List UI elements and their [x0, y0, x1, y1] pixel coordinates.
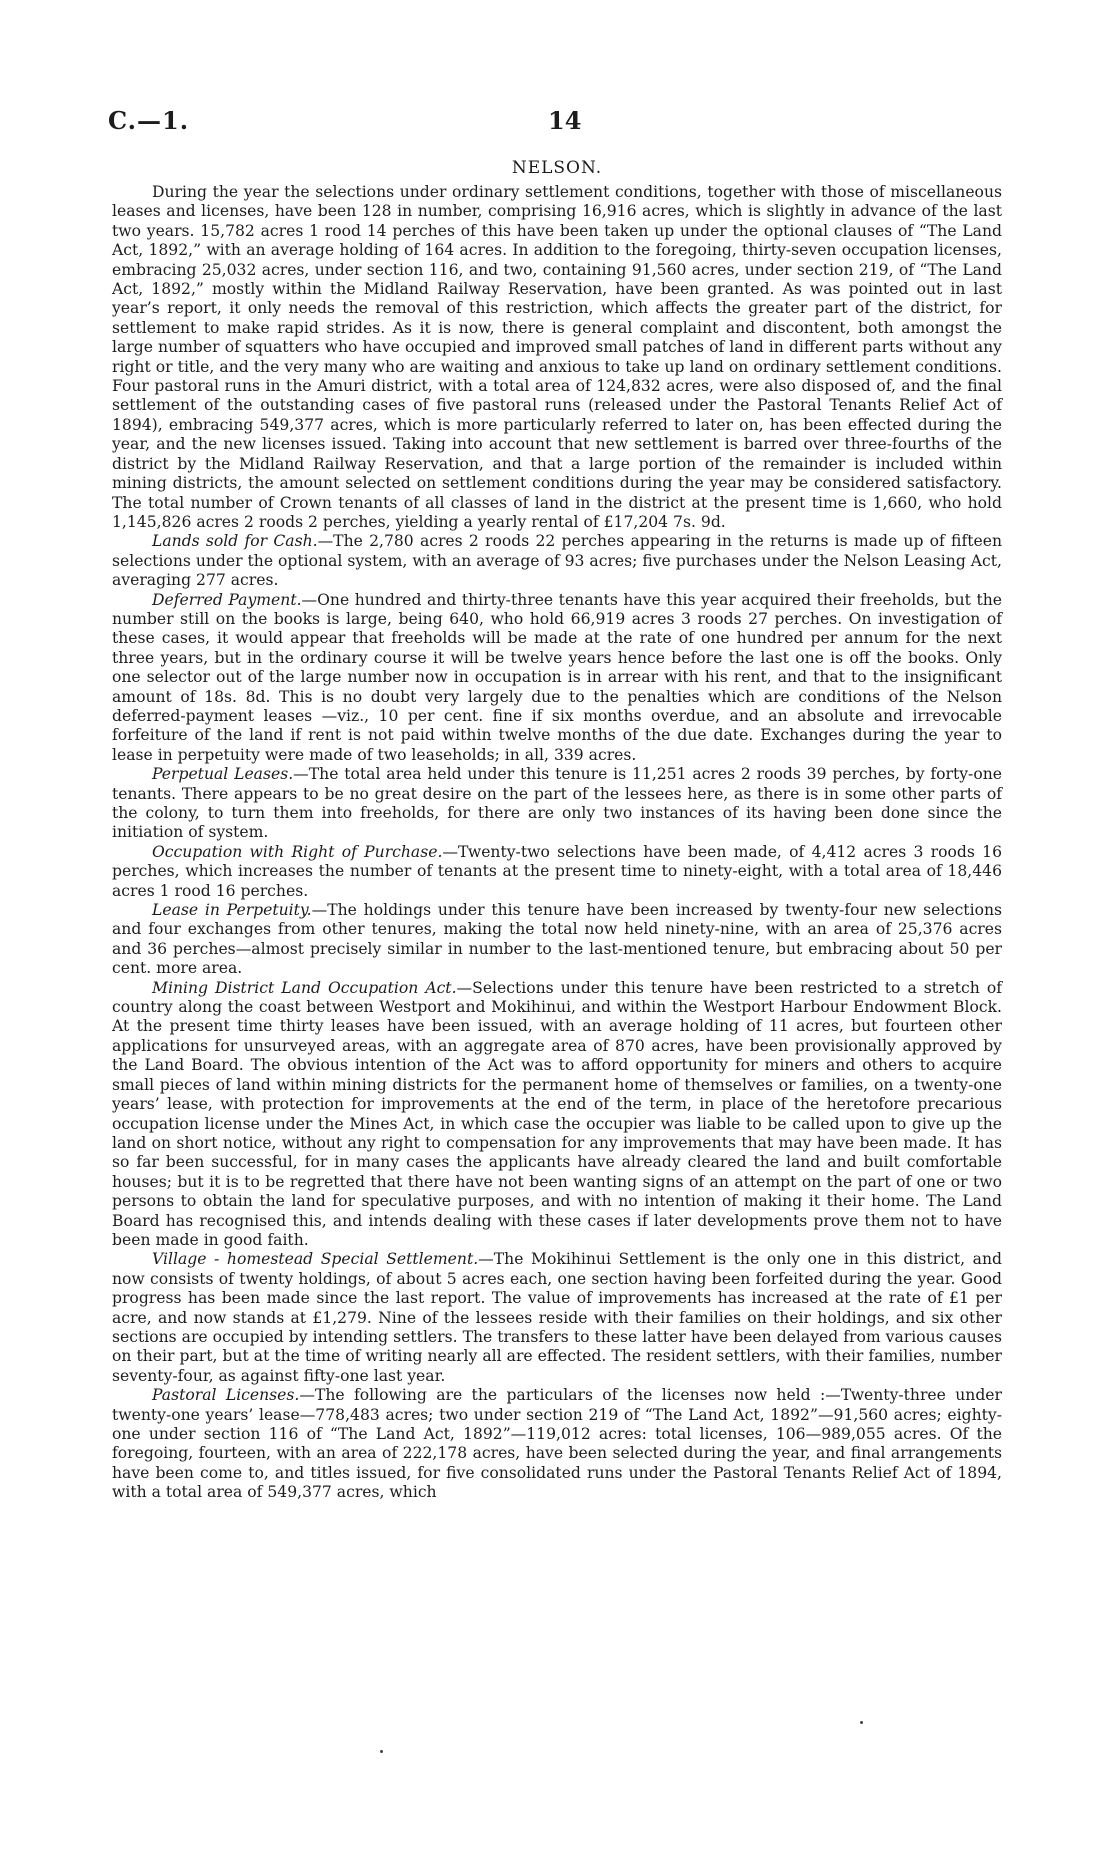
paragraph-heading: Mining District Land Occupation Act. [152, 978, 457, 997]
paragraph-lands-sold-for-cash [112, 532, 1002, 590]
paragraph-text: —One hundred and thirty-three tenants have this year acquired their freeholds, but the number still on the books is large, being 640, who hold 66,919 acres 3 roods 27 perches. On investigation of these cases, it would appear that freeholds will be made at the rate of one hundred per annum for the next three years, but in the ordinary course it will be twelve years hence before the last one is off the books. Only one selector out of the large number now in occupation is in arrear with his rent, and that to the insignificant amount of 18s. 8d. This is no doubt very largely due to the penalties which are conditions of the Nelson deferred-payment leases —viz., 10 per cent. fine if six months overdue, and an absolute and irrevocable forfeiture of the land if rent is not paid within twelve months of the due date. Exchanges during the year to lease in perpetuity were made of two leaseholds; in all, 339 acres. [112, 590, 1002, 764]
paragraph-heading: Village - homestead Special Settlement. [152, 1250, 479, 1269]
paragraph-text: During the year the selections under ordinary settlement conditions, together with those of miscellaneous leases and licenses, have been 128 in number, comprising 16,916 acres, which is slightly in advance of the last two years. 15,782 acres 1 rood 14 perches of this have been taken up under the optional clauses of “The Land Act, 1892,” with an average holding of 164 acres. In addition to the foregoing, thirty-seven occupation licenses, embracing 25,032 acres, under section 116, and two, containing 91,560 acres, under section 219, of “The Land Act, 1892,” mostly within the Midland Railway Reservation, have been granted. As was pointed out in last year’s report, it only needs the removal of this restriction, which affects the greater part of the district, for settlement to make rapid strides. As it is now, there is general complaint and discontent, both amongst the large number of squatters who have occupied and improved small patches of land in different parts without any right or title, and the very many who are waiting and anxious to take up land on ordinary settlement conditions. Four pastoral runs in the Amuri district, with a total area of 124,832 acres, were also disposed of, and the final settlement of the outstanding cases of five pastoral runs (released under the Pastoral Tenants Relief Act of 1894), embracing 549,377 acres, which is more particularly referred to later on, has been effected during the year, and the new licenses issued. Taking into account that new settlement is barred over three-fourths of the district by the Midland Railway Reservation, and that a large portion of the remainder is included within mining districts, the amount selected on settlement conditions during the year may be considered satisfactory. The total number of Crown tenants of all classes of land in the district at the present time is 1,660, who hold 1,145,826 acres 2 roods 2 perches, yielding a yearly rental of £17,204 7s. 9d. [112, 183, 1002, 531]
paragraph-intro [112, 183, 1002, 532]
scan-speck [380, 1750, 383, 1753]
paragraph-lease-in-perpetuity [112, 901, 1002, 979]
paragraph-occupation-right-of-purchase [112, 843, 1002, 901]
document-reference: C.—1. [108, 106, 190, 135]
paragraph-heading: Lease in Perpetuity. [152, 901, 312, 920]
paragraph-heading: Deferred Payment. [152, 590, 302, 609]
scan-speck [860, 1721, 863, 1724]
paragraph-text: —The 2,780 acres 2 roods 22 perches appearing in the returns is made up of fifteen selections under the optional system, with an average of 93 acres; five purchases under the Nelson Leasing Act, averaging 277 acres. [112, 532, 1002, 590]
paragraph-deferred-payment [112, 591, 1002, 766]
paragraph-heading: Occupation with Right of Purchase. [152, 842, 443, 861]
paragraph-text: —Twenty-two selections have been made, of 4,412 acres 3 roods 16 perches, which increases the number of tenants at the present time to ninety-eight, with a total area of 18,446 acres 1 rood 16 perches. [112, 842, 1002, 900]
paragraph-text: —The holdings under this tenure have been increased by twenty-four new selections and four exchanges from other tenures, making the total now held ninety-nine, with an area of 25,376 acres and 36 perches—almost precisely similar in number to the last-mentioned tenure, but embracing about 50 per cent. more area. [112, 901, 1002, 978]
page-number: 14 [548, 106, 582, 135]
paragraph-mining-district [112, 979, 1002, 1251]
paragraph-heading: Pastoral Licenses. [152, 1386, 300, 1405]
paragraph-perpetual-leases [112, 765, 1002, 843]
body-text [112, 183, 1002, 1503]
paragraph-heading: Perpetual Leases. [152, 765, 294, 784]
paragraph-village-homestead [112, 1250, 1002, 1386]
paragraph-text: —The following are the particulars of the licenses now held :—Twenty-three under twenty-one years’ lease—778,483 acres; two under section 219 of “The Land Act, 1892”—91,560 acres; eighty-one under section 116 of “The Land Act, 1892”—119,012 acres: total licenses, 106—989,055 acres. Of the foregoing, fourteen, with an area of 222,178 acres, have been selected during the year, and final arrangements have been come to, and titles issued, for five consolidated runs under the Pastoral Tenants Relief Act of 1894, with a total area of 549,377 acres, which [112, 1386, 1002, 1502]
section-title: NELSON. [511, 158, 603, 178]
paragraph-heading: Lands sold for Cash. [152, 532, 318, 551]
paragraph-text: —The Mokihinui Settlement is the only one in this district, and now consists of twenty holdings, of about 5 acres each, one section having been forfeited during the year. Good progress has been made since the last report. The value of improvements has increased at the rate of £1 per acre, and now stands at £1,279. Nine of the lessees reside with their families on their holdings, and six other sections are occupied by intending settlers. The transfers to these latter have been delayed from various causes on their part, but at the time of writing nearly all are effected. The resident settlers, with their families, number seventy-four, as against fifty-one last year. [112, 1250, 1002, 1385]
paragraph-text: —Selections under this tenure have been restricted to a stretch of country along the coast between Westport and Mokihinui, and within the Westport Harbour Endowment Block. At the present time thirty leases have been issued, with an average holding of 11 acres, but fourteen other applications for unsurveyed areas, with an aggregate area of 870 acres, have been provisionally approved by the Land Board. The obvious intention of the Act was to afford opportunity for miners and others to acquire small pieces of land within mining districts for the permanent home of themselves or families, on a twenty-one years’ lease, with protection for improvements at the end of the term, in place of the heretofore precarious occupation license under the Mines Act, in which case the occupier was liable to be called upon to give up the land on short notice, without any right to compensation for any improvements that may have been made. It has so far been successful, for in many cases the applicants have already cleared the land and built comfortable houses; but it is to be regretted that there have not been wanting signs of an attempt on the part of one or two persons to obtain the land for speculative purposes, and with no intention of making it their home. The Land Board has recognised this, and intends dealing with these cases if later developments prove them not to have been made in good faith. [112, 978, 1002, 1249]
paragraph-pastoral-licenses [112, 1386, 1002, 1502]
paragraph-text: —The total area held under this tenure is 11,251 acres 2 roods 39 perches, by forty-one tenants. There appears to be no great desire on the part of the lessees here, as there is in some other parts of the colony, to turn them into freeholds, for there are only two instances of its having been done since the initiation of system. [112, 765, 1002, 842]
